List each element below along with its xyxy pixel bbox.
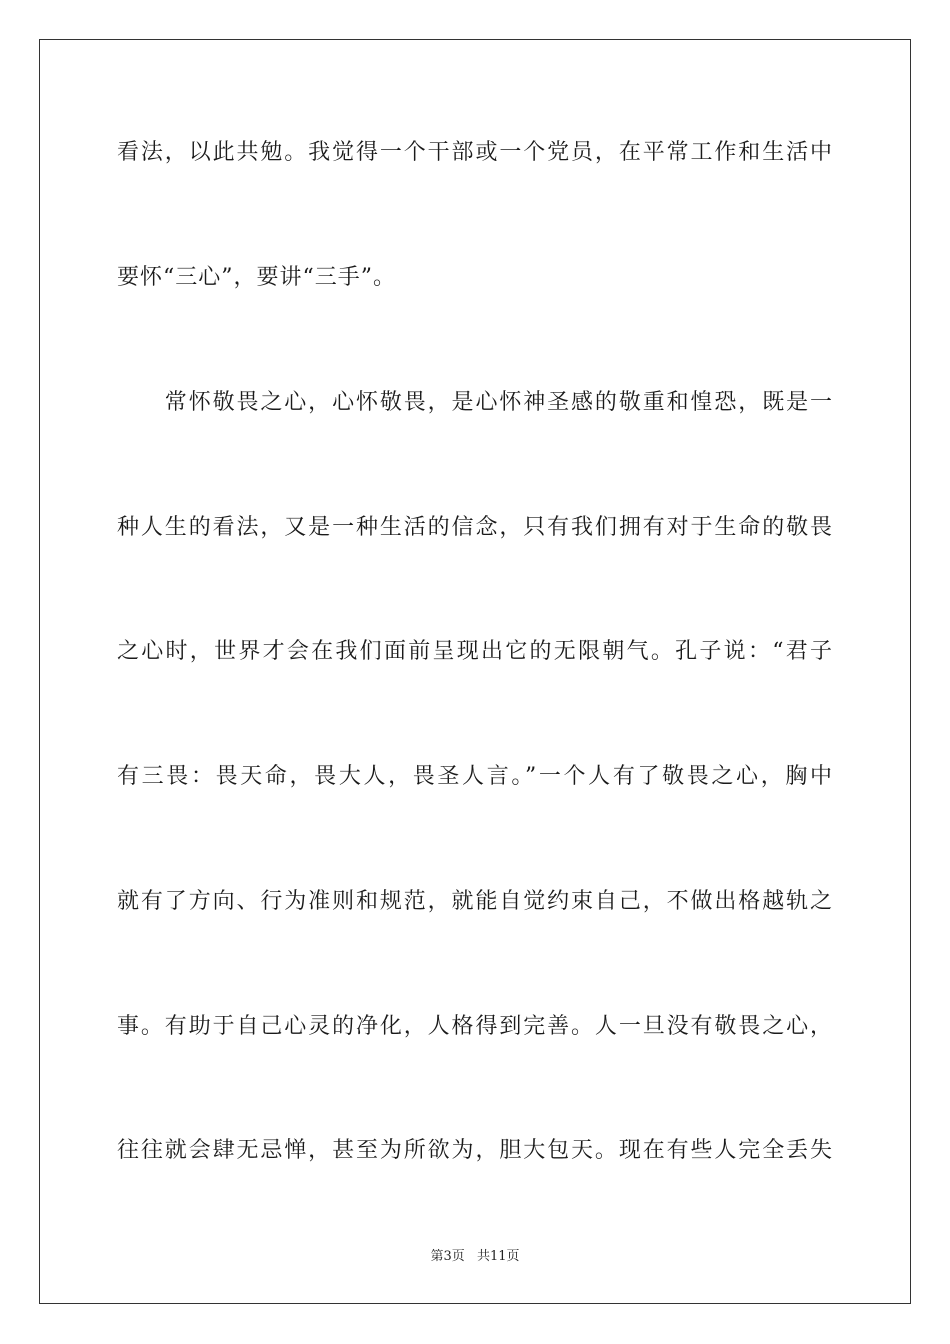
- text-line-5: 之心时，世界才会在我们面前呈现出它的无限朝气。孔子说：“君子: [117, 639, 833, 664]
- page-border: [39, 39, 911, 1304]
- text-line-9: 往往就会肆无忌惮，甚至为所欲为，胆大包天。现在有些人完全丢失: [117, 1138, 833, 1163]
- text-line-6: 有三畏：畏天命，畏大人，畏圣人言。”一个人有了敬畏之心，胸中: [117, 764, 833, 789]
- text-line-7: 就有了方向、行为准则和规范，就能自觉约束自己，不做出格越轨之: [117, 889, 833, 914]
- page-total: 共11页: [476, 1249, 520, 1264]
- text-line-8: 事。有助于自己心灵的净化，人格得到完善。人一旦没有敬畏之心，: [117, 1014, 833, 1039]
- page-number: 第3页: [430, 1249, 465, 1264]
- text-line-2: 要怀“三心”，要讲“三手”。: [117, 265, 396, 290]
- page-footer: [0, 1248, 950, 1266]
- text-line-1: 看法，以此共勉。我觉得一个干部或一个党员，在平常工作和生活中: [117, 140, 833, 165]
- text-line-3: 常怀敬畏之心，心怀敬畏，是心怀神圣感的敬重和惶恐，既是一: [117, 390, 833, 415]
- text-line-4: 种人生的看法，又是一种生活的信念，只有我们拥有对于生命的敬畏: [117, 515, 833, 540]
